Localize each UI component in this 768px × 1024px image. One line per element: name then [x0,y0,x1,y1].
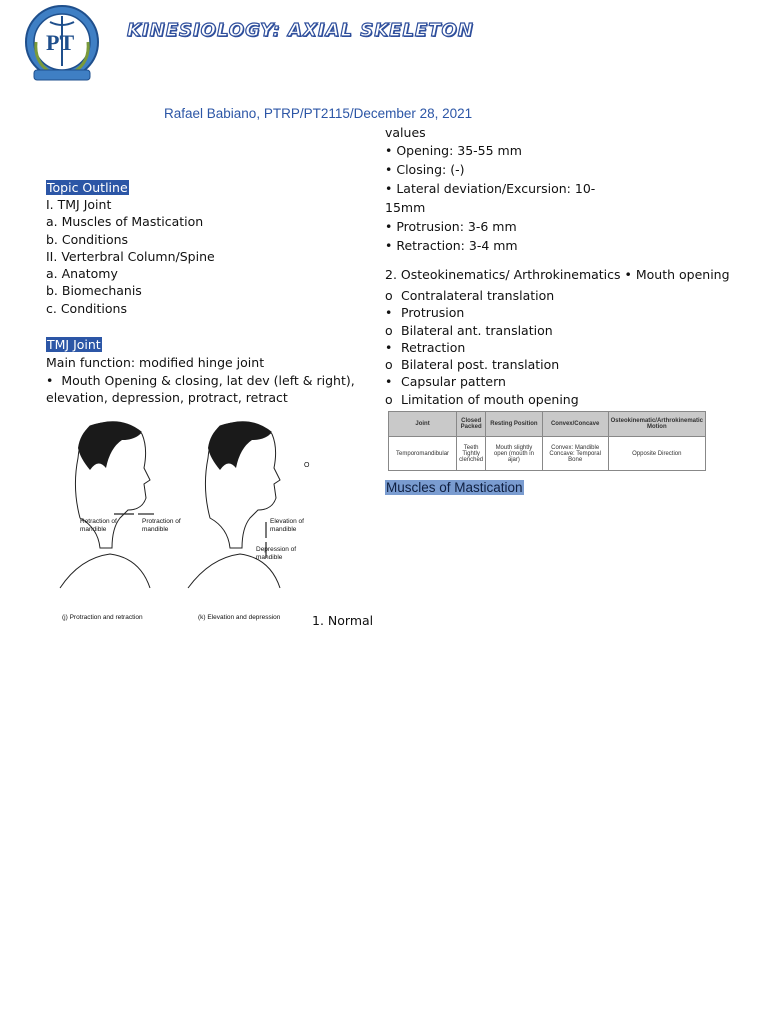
label-retraction: Retraction of mandible [80,518,117,533]
table-cell: Convex: Mandible Concave: Temporal Bone [542,437,608,471]
table-header-cell: Osteokinematic/Arthrokinematic Motion [608,412,705,437]
list-item [385,304,579,321]
bullet-text-line2: elevation, depression, protract, retract [46,390,288,406]
main-function-text: Main function: modified hinge joint [46,355,265,370]
values-label: values [385,125,426,140]
list-text: Bilateral post. translation [401,357,560,373]
outline-item: b. Biomechanis [46,283,142,299]
tmj-joint-heading [46,336,102,353]
normal-label: 1. Normal [312,613,374,628]
muscles-heading [385,480,524,495]
list-item [385,287,579,304]
topic-outline-heading [46,179,129,196]
table-cell: Teeth Tightly clenched [457,437,486,471]
document-title: KINESIOLOGY: AXIAL SKELETON [127,20,474,41]
table-header-cell: Joint [389,412,457,437]
mandible-movement-figure [50,418,320,628]
value-item: • Protrusion: 3-6 mm [385,219,517,235]
value-item: • Retraction: 3-4 mm [385,238,518,254]
list-item [385,356,579,373]
values-block [385,124,595,255]
list-item [385,322,579,339]
bullet-mark: • [46,373,62,388]
list-item [385,373,579,390]
list-item [385,339,579,356]
table-header-cell: Convex/Concave [542,412,608,437]
tmj-bullet [46,372,355,407]
table-header-cell: Closed Packed [457,412,486,437]
list-mark: o [385,357,393,373]
value-item: 15mm [385,200,426,216]
value-item: • Opening: 35-55 mm [385,143,522,159]
list-item [385,391,579,408]
topic-outline-list [46,196,215,317]
outline-item: I. TMJ Joint [46,197,112,212]
table-cell: Opposite Direction [608,437,705,471]
caption-elevation-depression: (k) Elevation and depression [198,614,281,621]
outline-item: II. Verterbral Column/Spine [46,248,215,264]
caption-protraction-retraction: (j) Protraction and retraction [62,614,143,621]
logo-text: PT [46,30,75,55]
table-row [389,437,706,471]
value-item: • Lateral deviation/Excursion: 10- [385,181,596,197]
list-mark: o [385,322,393,338]
school-logo [20,2,104,86]
list-text: Contralateral translation [401,288,555,303]
outline-item: a. Anatomy [46,266,118,282]
outline-item: b. Conditions [46,231,129,247]
topic-outline-label: Topic Outline [47,180,128,195]
author-line: Rafael Babiano, PTRP/PT2115/December 28, 2021 [164,106,473,121]
outline-item: c. Conditions [46,300,127,316]
value-item: • Closing: (-) [385,162,465,178]
table-cell: Temporomandibular [389,437,457,471]
list-text: Capsular pattern [401,374,506,390]
label-elevation: Elevation of mandible [270,518,304,533]
list-mark: • [385,305,393,321]
list-text: Limitation of mouth opening [401,391,579,407]
label-depression: Depression of mandible [256,546,297,561]
muscles-heading-label: Muscles of Mastication [386,480,523,495]
list-text: Retraction [401,339,466,355]
table-cell: Mouth slightly open (mouth in ajar) [486,437,543,471]
table-header-row [389,412,706,437]
list-mark: • [385,339,393,355]
tmj-summary-table [388,411,706,471]
label-protraction: Protraction of mandible [142,518,181,533]
stray-mark: O [304,462,310,469]
tmj-joint-label: TMJ Joint [47,337,101,352]
list-mark: o [385,288,393,303]
head-profile-right [188,421,280,588]
list-text: Protrusion [401,305,465,321]
osteokinematics-line: 2. Osteokinematics/ Arthrokinematics • Mouth opening [385,267,730,282]
osteokinematics-list [385,287,579,408]
list-mark: o [385,391,393,407]
list-text: Bilateral ant. translation [401,322,553,338]
head-profile-left [60,421,154,588]
outline-item: a. Muscles of Mastication [46,214,204,230]
table-header-cell: Resting Position [486,412,543,437]
bullet-text-line1: Mouth Opening & closing, lat dev (left & right), [61,373,355,388]
list-mark: • [385,374,393,390]
